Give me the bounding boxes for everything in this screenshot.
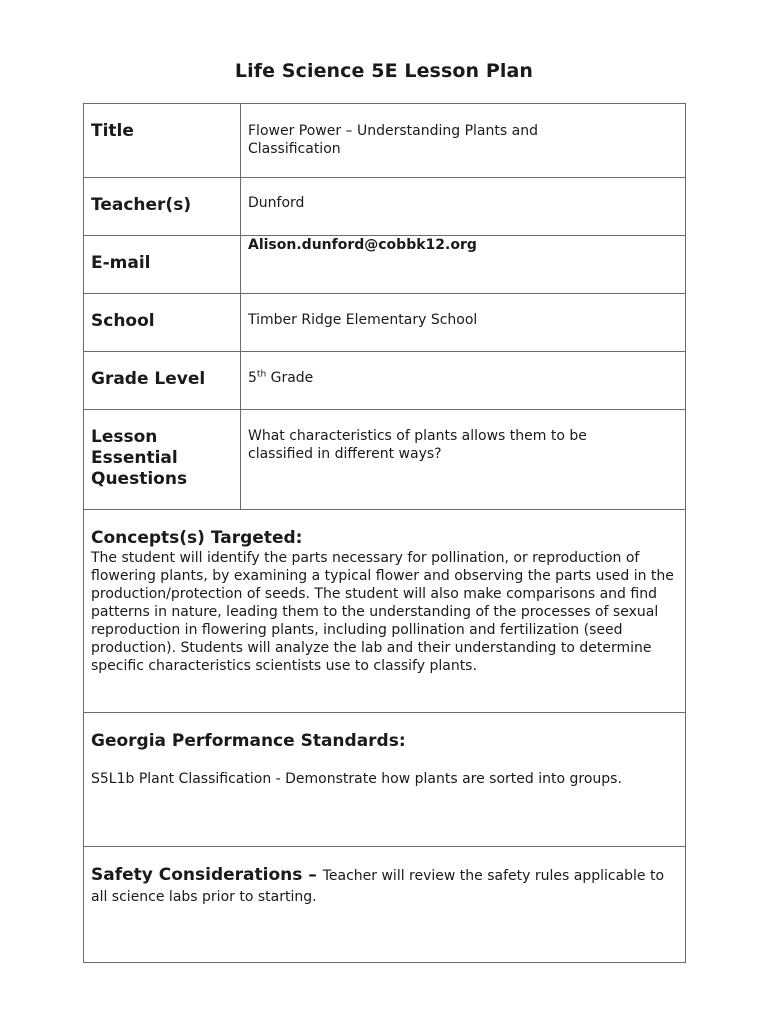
title-label: Title [91, 121, 134, 141]
table-row-email [84, 236, 686, 294]
email-label: E-mail [91, 253, 151, 273]
grade-label: Grade Level [91, 369, 206, 389]
safety-body: Teacher will review the safety rules applicable to all science labs prior to starting. [91, 868, 665, 905]
cell-safety [84, 847, 686, 963]
cell-label [84, 352, 241, 410]
school-value: Timber Ridge Elementary School [248, 312, 478, 328]
table-row-grade [84, 352, 686, 410]
safety-heading: Safety Considerations – [91, 865, 323, 885]
table-row-teachers [84, 178, 686, 236]
table-row-school [84, 294, 686, 352]
table-row-title [84, 104, 686, 178]
questions-label: Lesson Essential Questions [91, 427, 188, 489]
page-title: Life Science 5E Lesson Plan [234, 60, 534, 82]
school-label: School [91, 311, 155, 331]
lesson-plan-table [83, 103, 686, 963]
cell-value [241, 410, 686, 510]
cell-label [84, 294, 241, 352]
teachers-value: Dunford [248, 195, 305, 211]
email-value: Alison.dunford@cobbk12.org [248, 237, 477, 253]
grade-number: 5 [248, 370, 257, 386]
cell-label [84, 104, 241, 178]
cell-label [84, 236, 241, 294]
cell-concepts [84, 510, 686, 713]
teachers-label: Teacher(s) [91, 195, 192, 215]
cell-label [84, 178, 241, 236]
cell-value [241, 352, 686, 410]
table-row-safety [84, 847, 686, 963]
standards-heading: Georgia Performance Standards: [91, 731, 406, 751]
concepts-heading: Concepts(s) Targeted: [91, 528, 303, 548]
grade-suffix: Grade [266, 370, 314, 386]
title-value: Flower Power – Understanding Plants and Classification [248, 123, 538, 157]
cell-value [241, 294, 686, 352]
standards-body: S5L1b Plant Classification - Demonstrate how plants are sorted into groups. [91, 771, 622, 787]
table-row-concepts [84, 510, 686, 713]
grade-ordinal: th [256, 369, 267, 380]
cell-value [241, 178, 686, 236]
concepts-section [84, 510, 685, 675]
cell-value [241, 236, 686, 294]
table-row-standards [84, 713, 686, 847]
grade-value [241, 352, 685, 387]
standards-section [84, 713, 685, 788]
safety-section [84, 847, 685, 906]
cell-standards [84, 713, 686, 847]
cell-label [84, 410, 241, 510]
questions-value: What characteristics of plants allows them to be classified in different ways? [248, 428, 587, 462]
concepts-body: The student will identify the parts necessary for pollination, or reproduction of flowering plants, by examining a typical flower and observing the parts used in the production/protection of seeds. The student will also make comparisons and find patterns in nature, leading them to the understanding of the processes of sexual reproduction in flowering plants, including pollination and fertilization (seed production). Students will analyze the lab and their understanding to determine specific characteristics scientists use to classify plants. [91, 550, 674, 674]
cell-value [241, 104, 686, 178]
table-row-questions [84, 410, 686, 510]
